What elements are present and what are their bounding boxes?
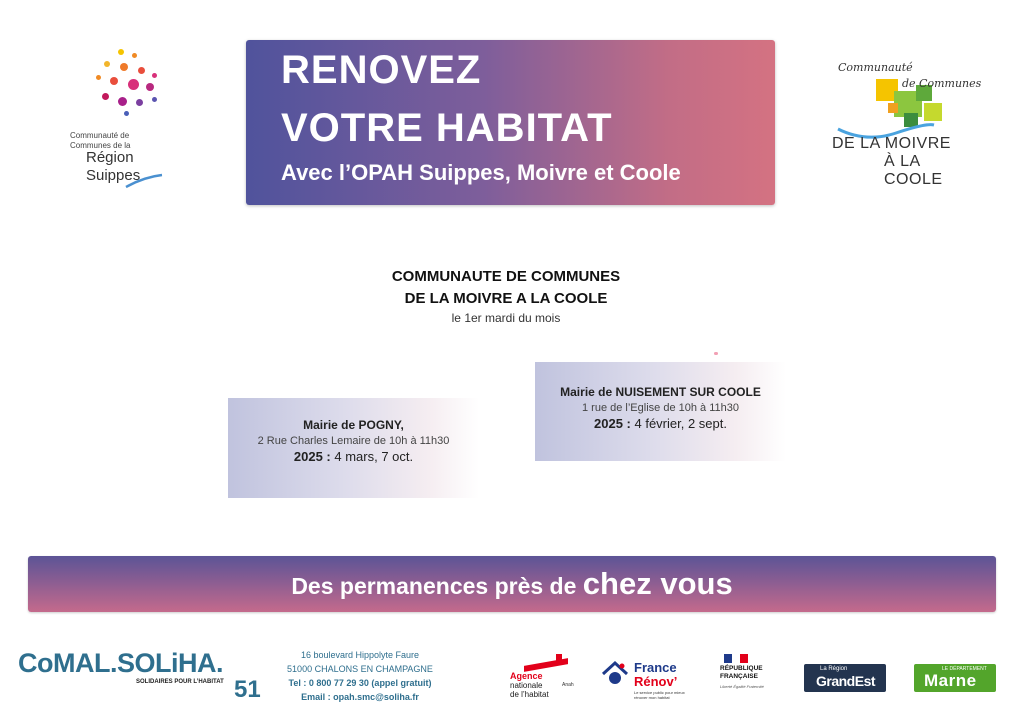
hero-subtitle: Avec l’OPAH Suippes, Moivre et Coole (281, 160, 681, 185)
contact-phone[interactable]: Tel : 0 800 77 29 30 (appel gratuit) (288, 678, 432, 688)
card-address: 2 Rue Charles Lemaire de 10h à 11h30 (257, 435, 450, 447)
heading-line-2: DE LA MOIVRE A LA COOLE (404, 290, 608, 307)
decorative-mark (714, 352, 718, 355)
republique-francaise-logo (720, 654, 778, 704)
moivre-name-line-2: À LA COOLE (884, 153, 943, 188)
rf-motto: Liberté Égalité Fraternité (720, 684, 764, 689)
comal-soliha-number: 51 (234, 676, 261, 703)
hero-title-line-2: VOTRE HABITAT (281, 106, 613, 150)
heading-line-1: COMMUNAUTE DE COMMUNES (391, 268, 621, 285)
anah-mark-icon (556, 654, 562, 664)
card-date-list: 4 février, 2 sept. (630, 416, 727, 431)
contact-address-1: 16 boulevard Hippolyte Faure (300, 650, 420, 660)
france-renov-tagline: Le service public pour mieux rénover mon habitat (634, 690, 685, 700)
suippes-dots-icon (82, 45, 162, 120)
anah-logo (510, 652, 580, 708)
suippes-line-1: Communauté de (70, 131, 130, 140)
france-renov-line-1: France (634, 660, 677, 675)
grand-est-small: La Région (820, 666, 848, 672)
contact-address-2: 51000 CHALONS EN CHAMPAGNE (287, 664, 433, 674)
banner-text-small: Des permanences près de (291, 573, 583, 599)
rf-line-1: RÉPUBLIQUE (720, 665, 763, 672)
swoosh-icon (124, 173, 164, 191)
card-address: 1 rue de l’Eglise de 10h à 11h30 (582, 402, 739, 414)
contact-info (272, 648, 448, 704)
moivre-script-line-2: de Communes (902, 77, 982, 90)
french-flag-icon (724, 654, 748, 663)
banner-text-big: chez vous (582, 566, 733, 601)
hero-title-line-1: RENOVEZ (281, 48, 482, 92)
marne-logo (914, 664, 996, 692)
suippes-line-2: Communes de la (70, 141, 131, 150)
suippes-logo (62, 45, 172, 195)
moivre-name-line-1: DE LA MOIVRE (832, 135, 951, 152)
banner-text (28, 566, 996, 602)
anah-line-3: de l’habitat (510, 690, 549, 699)
comal-soliha-name: CoMAL.SOLiHA. (18, 648, 223, 678)
house-icon (600, 658, 630, 688)
marne-small: LE DÉPARTEMENT (942, 666, 987, 672)
community-heading (300, 266, 712, 325)
anah-line-2: nationale (510, 681, 543, 690)
grand-est-name: GrandEst (816, 673, 876, 689)
card-dates (228, 449, 479, 464)
comal-soliha-logo (18, 648, 261, 708)
hero-banner (246, 40, 775, 205)
anah-acronym: Anah (562, 682, 574, 688)
rf-line-2: FRANÇAISE (720, 673, 758, 680)
suippes-name: Suippes (86, 167, 141, 184)
grand-est-logo (804, 664, 886, 692)
heading-schedule: le 1er mardi du mois (451, 311, 561, 325)
card-date-list: 4 mars, 7 oct. (330, 449, 414, 464)
moivre-script-line-1: Communauté (838, 61, 913, 74)
suippes-logo-text (70, 131, 130, 151)
card-title: Mairie de POGNY, (303, 418, 404, 432)
contact-email[interactable]: Email : opah.smc@soliha.fr (301, 692, 419, 702)
france-renov-line-2: Rénov’ (634, 674, 678, 689)
logo-square (888, 103, 898, 113)
card-year: 2025 : (293, 449, 331, 464)
permanence-card-nuisement (535, 362, 786, 461)
anah-text (510, 672, 549, 699)
marne-name: Marne (924, 671, 977, 690)
permanence-card-pogny (228, 398, 479, 498)
suippes-region: Région (86, 149, 134, 166)
card-dates (535, 416, 786, 431)
rf-name (720, 665, 763, 681)
card-year: 2025 : (594, 416, 631, 431)
comal-soliha-tagline: SOLIDAIRES POUR L’HABITAT (136, 679, 224, 685)
anah-line-1: Agence (510, 671, 543, 681)
permanences-banner (28, 556, 996, 612)
card-title: Mairie de NUISEMENT SUR COOLE (560, 385, 761, 399)
france-renov-logo (600, 654, 690, 706)
moivre-coole-logo (832, 55, 982, 188)
